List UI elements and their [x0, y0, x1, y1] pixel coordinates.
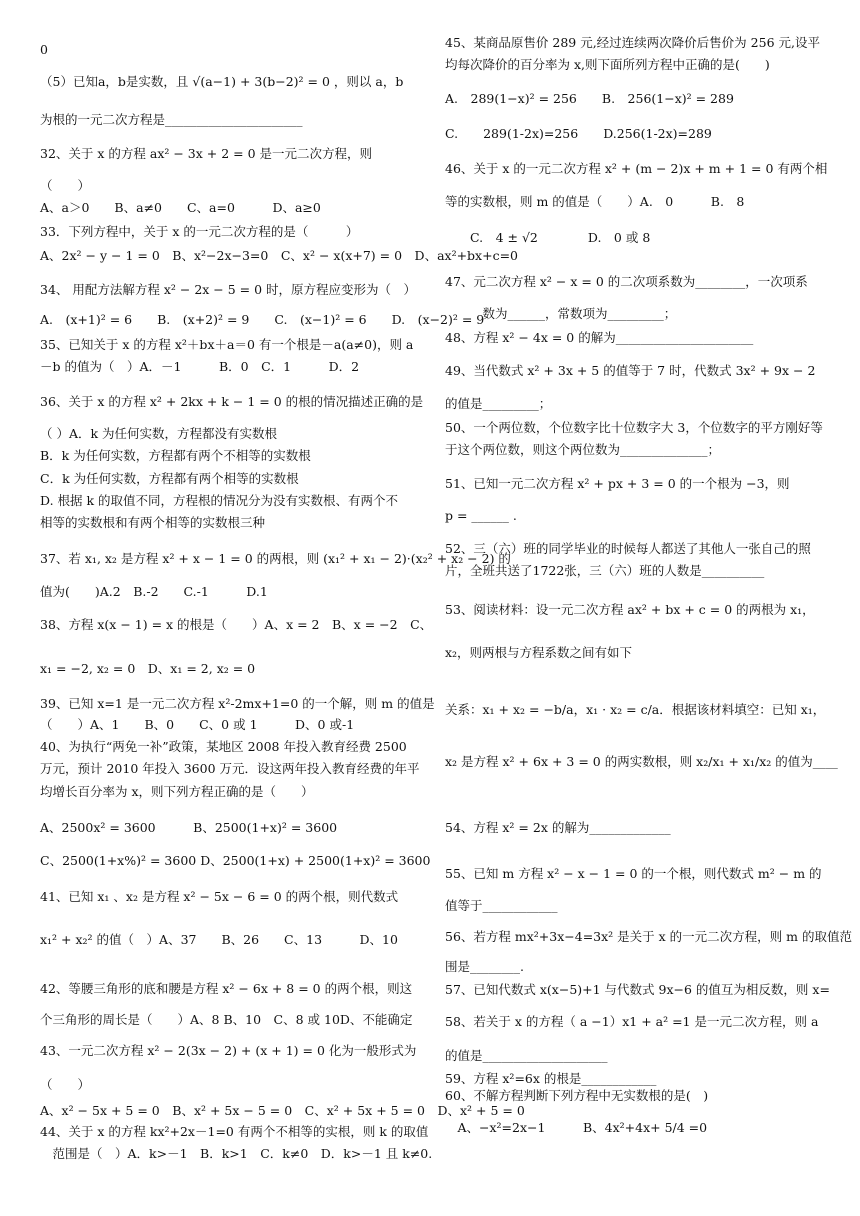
text-line: 35、已知关于 x 的方程 x²＋bx＋a＝0 有一个根是－a(a≠0)，则 a	[40, 337, 414, 352]
text-line: 49、当代数式 x² + 3x + 5 的值等于 7 时，代数式 3x² + 9x − 2	[445, 363, 816, 378]
text-line: 50、一个两位数，个位数字比十位数字大 3，个位数字的平方刚好等	[445, 420, 823, 435]
text-line: 59、方程 x²=6x 的根是____________	[445, 1071, 657, 1086]
text-line: 32、关于 x 的方程 ax² − 3x + 2 = 0 是一元二次方程，则	[40, 146, 373, 161]
text-line: 54、方程 x² = 2x 的解为_____________	[445, 820, 671, 835]
text-line: C. 289(1-2x)=256 D.256(1-2x)=289	[445, 126, 712, 141]
text-line: 范围是（ ）A．k>－1 B．k>1 C．k≠0 D．k>－1 且 k≠0.	[40, 1146, 433, 1161]
text-line: 值为( )A.2 B.-2 C.-1 D.1	[40, 584, 268, 599]
text-line: 的值是_________；	[445, 396, 552, 411]
text-line: 均增长百分率为 x，则下列方程正确的是（ ）	[40, 784, 314, 799]
text-line: 47、元二次方程 x² − x = 0 的二次项系数为________，一次项系	[445, 274, 808, 289]
text-line: －b 的值为（ ）A．－1 B．0 C．1 D．2	[40, 359, 360, 374]
text-line: x₂，则两根与方程系数之间有如下	[445, 645, 633, 660]
text-line: 34、 用配方法解方程 x² − 2x − 5 = 0 时，原方程应变形为（ ）	[40, 282, 417, 297]
text-line: x₁² + x₂² 的值（ ）A、37 B、26 C、13 D、10	[40, 932, 398, 947]
text-line: 均每次降价的百分率为 x,则下面所列方程中正确的是( )	[445, 57, 770, 72]
text-line: 38、方程 x(x − 1) = x 的根是（ ）A、x = 2 B、x = −2 C、	[40, 617, 433, 632]
text-line: 个三角形的周长是（ ）A、8 B、10 C、8 或 10D、不能确定	[40, 1012, 413, 1027]
text-line: 于这个两位数，则这个两位数为______________；	[445, 442, 721, 457]
text-line: 万元，预计 2010 年投入 3600 万元．设这两年投入教育经费的年平	[40, 761, 420, 776]
text-line: （ ）A．k 为任何实数，方程都没有实数根	[40, 426, 278, 441]
text-line: 52、三（六）班的同学毕业的时候每人都送了其他人一张自己的照	[445, 541, 811, 556]
text-line: A、a＞0 B、a≠0 C、a=0 D、a≥0	[40, 200, 321, 215]
text-line: C. 4 ± √2 D. 0 或 8	[445, 230, 651, 245]
text-line: A. 289(1−x)² = 256 B. 256(1−x)² = 289	[445, 91, 734, 106]
text-line: （ ）	[40, 178, 91, 193]
text-line: 44、关于 x 的方程 kx²+2x－1=0 有两个不相等的实根，则 k 的取值	[40, 1124, 429, 1139]
text-line: C．k 为任何实数，方程都有两个相等的实数根	[40, 471, 299, 486]
text-line: 数为______，常数项为_________；	[445, 306, 677, 321]
text-line: 60、不解方程判断下列方程中无实数根的是( )	[445, 1088, 709, 1103]
text-line: x₁ = −2, x₂ = 0 D、x₁ = 2, x₂ = 0	[40, 661, 256, 676]
text-line: B．k 为任何实数，方程都有两个不相等的实数根	[40, 448, 311, 463]
text-line: C、2500(1+x%)² = 3600 D、2500(1+x) + 2500(1+x)² = 3600	[40, 853, 431, 868]
text-line: 值等于____________	[445, 898, 558, 913]
text-line: p = ______ .	[445, 508, 517, 523]
text-line: 58、若关于 x 的方程（ a −1）x1 + a² =1 是一元二次方程，则 a	[445, 1014, 819, 1029]
text-line: 46、关于 x 的一元二次方程 x² + (m − 2)x + m + 1 = 0 有两个相	[445, 161, 828, 176]
text-line: A、x² − 5x + 5 = 0 B、x² + 5x − 5 = 0 C、x² + 5x + 5 = 0 D、x² + 5 = 0	[40, 1103, 525, 1118]
text-line: 40、为执行“两免一补”政策，某地区 2008 年投入教育经费 2500	[40, 739, 407, 754]
text-line: 42、等腰三角形的底和腰是方程 x² − 6x + 8 = 0 的两个根，则这	[40, 981, 413, 996]
text-line: （ ）	[40, 1077, 91, 1092]
text-line: A、2x² − y − 1 = 0 B、x²−2x−3=0 C、x² − x(x+7) = 0 D、ax²+bx+c=0	[40, 248, 519, 263]
text-line: 为根的一元二次方程是______________________	[40, 112, 303, 127]
text-line: 48、方程 x² − 4x = 0 的解为______________________	[445, 330, 754, 345]
text-line: （5）已知a，b是实数，且 √(a−1) + 3(b−2)² = 0 ，则以 a，b	[40, 74, 404, 89]
text-line: 的值是____________________	[445, 1048, 608, 1063]
text-line: 33．下列方程中，关于 x 的一元二次方程的是（ ）	[40, 224, 359, 239]
text-line: 53、阅读材料：设一元二次方程 ax² + bx + c = 0 的两根为 x₁，	[445, 602, 815, 617]
text-line: 等的实数根，则 m 的值是（ ）A. 0 B. 8	[445, 194, 745, 209]
text-line: 36、关于 x 的方程 x² + 2kx + k − 1 = 0 的根的情况描述正确的是	[40, 394, 424, 409]
text-line: 55、已知 m 方程 x² − x − 1 = 0 的一个根，则代数式 m² − m 的	[445, 866, 822, 881]
text-line: 相等的实数根和有两个相等的实数根三种	[40, 515, 266, 530]
text-line: 43、一元二次方程 x² − 2(3x − 2) + (x + 1) = 0 化为一般形式为	[40, 1043, 417, 1058]
text-line: 37、若 x₁, x₂ 是方程 x² + x − 1 = 0 的两根，则 (x₁² + x₁ − 2)·(x₂² + x₂ − 2) 的	[40, 551, 511, 566]
text-line: 51、已知一元二次方程 x² + px + 3 = 0 的一个根为 −3，则	[445, 476, 790, 491]
text-line: 56、若方程 mx²+3x−4=3x² 是关于 x 的一元二次方程，则 m 的取值范	[445, 929, 852, 944]
text-line: A、−x²=2x−1 B、4x²+4x+ 5/4 =0	[445, 1120, 708, 1135]
text-line: x₂ 是方程 x² + 6x + 3 = 0 的两实数根，则 x₂/x₁ + x₁/x₂ 的值为____	[445, 754, 838, 769]
text-line: D. 根据 k 的取值不同，方程根的情况分为没有实数根、有两个不	[40, 493, 399, 508]
text-line: 41、已知 x₁ 、x₂ 是方程 x² − 5x − 6 = 0 的两个根，则代数式	[40, 889, 399, 904]
text-line: 45、某商品原售价 289 元,经过连续两次降价后售价为 256 元,设平	[445, 35, 820, 50]
text-line: A、2500x² = 3600 B、2500(1+x)² = 3600	[40, 820, 338, 835]
text-line: 片，全班共送了1722张，三（六）班的人数是__________	[445, 563, 765, 578]
text-line: 关系：x₁ + x₂ = −b/a，x₁ · x₂ = c/a．根据该材料填空：已知 x₁，	[445, 702, 826, 717]
text-line: 0	[40, 42, 48, 57]
text-line: A. (x+1)² = 6 B. (x+2)² = 9 C. (x−1)² = 6 D. (x−2)² = 9	[40, 312, 485, 327]
text-line: 39、已知 x=1 是一元二次方程 x²-2mx+1=0 的一个解，则 m 的值是	[40, 696, 435, 711]
text-line: 57、已知代数式 x(x−5)+1 与代数式 9x−6 的值互为相反数，则 x=	[445, 982, 830, 997]
text-line: 围是________.	[445, 959, 524, 974]
text-line: （ ）A、1 B、0 C、0 或 1 D、0 或-1	[40, 717, 355, 732]
